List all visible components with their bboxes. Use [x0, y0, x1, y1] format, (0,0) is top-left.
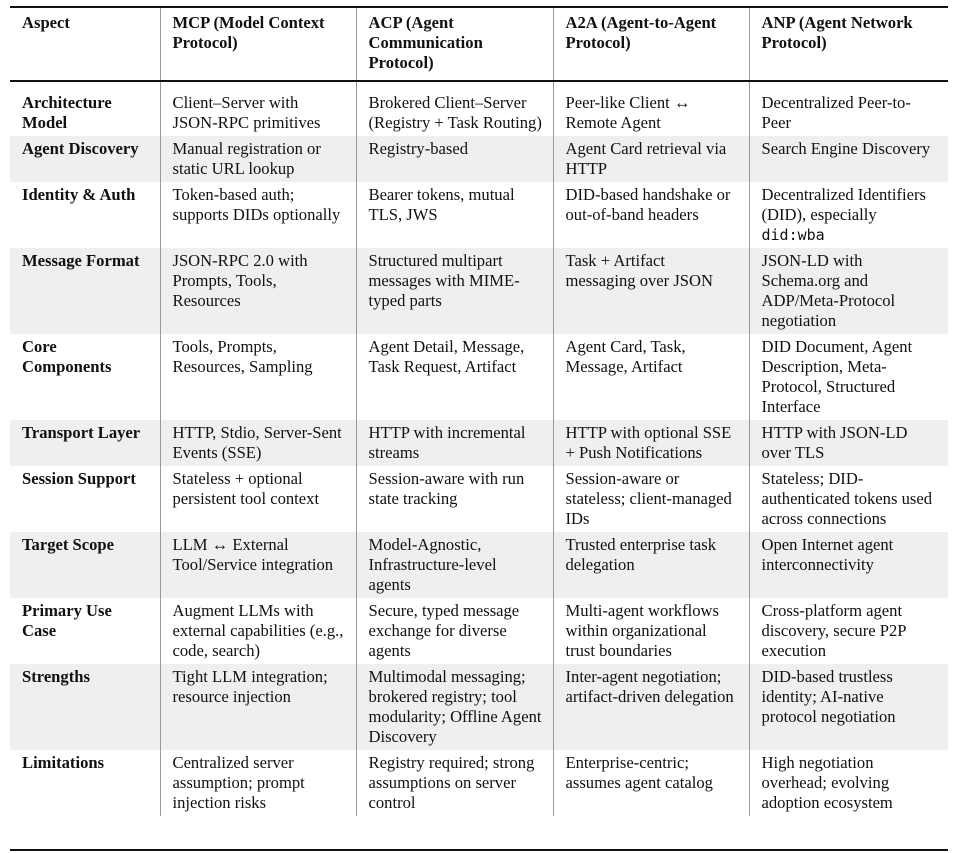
- acp-cell: HTTP with incremental streams: [356, 420, 553, 466]
- aspect-cell: Primary Use Case: [22, 601, 112, 640]
- table-row: [10, 532, 948, 598]
- anp-cell: [749, 182, 948, 248]
- anp-cell-text: Decentralized Identifiers (DID), especially: [761, 185, 926, 224]
- header-a2a: A2A (Agent-to-Agent Protocol): [553, 8, 749, 81]
- mcp-cell: Tools, Prompts, Resources, Sampling: [160, 334, 356, 420]
- aspect-cell: Identity & Auth: [22, 185, 136, 204]
- a2a-cell: Enterprise-centric; assumes agent catalog: [553, 750, 749, 816]
- mcp-cell: Augment LLMs with external capabilities (e.g., code, search): [160, 598, 356, 664]
- anp-cell: Search Engine Discovery: [749, 136, 948, 182]
- table-bottom-rule: [10, 849, 948, 851]
- aspect-cell: Target Scope: [10, 532, 160, 598]
- a2a-cell: Trusted enterprise task delegation: [553, 532, 749, 598]
- a2a-cell: Peer-like Client ↔ Remote Agent: [553, 90, 749, 136]
- anp-cell: DID Document, Agent Description, Meta-Protocol, Structured Interface: [749, 334, 948, 420]
- anp-cell: DID-based trustless identity; AI-native protocol negotiation: [749, 664, 948, 750]
- a2a-cell: Inter-agent negotiation; artifact-driven delegation: [553, 664, 749, 750]
- anp-cell: Open Internet agent interconnectivity: [749, 532, 948, 598]
- mcp-cell: Stateless + optional persistent tool context: [160, 466, 356, 532]
- table-row: [10, 334, 948, 420]
- anp-cell: Cross-platform agent discovery, secure P2P execution: [749, 598, 948, 664]
- mcp-cell: Centralized server assumption; prompt injection risks: [160, 750, 356, 816]
- table-row: [10, 466, 948, 532]
- mcp-cell: Client–Server with JSON-RPC primitives: [160, 90, 356, 136]
- aspect-cell: Message Format: [10, 248, 160, 334]
- anp-cell: Stateless; DID-authenticated tokens used across connections: [749, 466, 948, 532]
- table-row: [10, 136, 948, 182]
- mcp-cell: Tight LLM integration; resource injection: [160, 664, 356, 750]
- table-row: [10, 750, 948, 816]
- aspect-cell: Transport Layer: [10, 420, 160, 466]
- mcp-cell: JSON-RPC 2.0 with Prompts, Tools, Resources: [160, 248, 356, 334]
- header-acp: ACP (Agent Communication Protocol): [356, 8, 553, 81]
- mcp-cell: Token-based auth; supports DIDs optionally: [160, 182, 356, 248]
- aspect-cell: Core Components: [22, 337, 112, 376]
- a2a-cell: HTTP with optional SSE + Push Notifications: [553, 420, 749, 466]
- aspect-cell: Session Support: [22, 469, 136, 488]
- aspect-cell: Strengths: [10, 664, 160, 750]
- header-mcp: MCP (Model Context Protocol): [160, 8, 356, 81]
- table-row: [10, 90, 948, 136]
- did-wba-code: did:wba: [761, 226, 825, 244]
- table-row: [10, 182, 948, 248]
- acp-cell: Multimodal messaging; brokered registry; tool modularity; Offline Agent Discovery: [356, 664, 553, 750]
- acp-cell: Registry-based: [356, 136, 553, 182]
- aspect-cell: Agent Discovery: [10, 136, 160, 182]
- acp-cell: Registry required; strong assumptions on server control: [356, 750, 553, 816]
- table-header-row: [10, 8, 948, 81]
- mcp-cell: Manual registration or static URL lookup: [160, 136, 356, 182]
- mcp-cell: LLM ↔ External Tool/Service integration: [160, 532, 356, 598]
- header-gap: [10, 81, 948, 90]
- table-row: [10, 248, 948, 334]
- a2a-cell: Agent Card, Task, Message, Artifact: [553, 334, 749, 420]
- acp-cell: Bearer tokens, mutual TLS, JWS: [356, 182, 553, 248]
- acp-cell: Session-aware with run state tracking: [356, 466, 553, 532]
- acp-cell: Structured multipart messages with MIME-typed parts: [356, 248, 553, 334]
- acp-cell: Brokered Client–Server (Registry + Task Routing): [356, 90, 553, 136]
- anp-cell: JSON-LD with Schema.org and ADP/Meta-Protocol negotiation: [749, 248, 948, 334]
- table-row: [10, 598, 948, 664]
- aspect-cell: Architecture Model: [22, 93, 112, 132]
- header-anp: ANP (Agent Network Protocol): [749, 8, 948, 81]
- anp-cell: High negotiation overhead; evolving adoption ecosystem: [749, 750, 948, 816]
- protocol-comparison-table: [10, 8, 948, 816]
- table-row: [10, 664, 948, 750]
- anp-cell: HTTP with JSON-LD over TLS: [749, 420, 948, 466]
- table-row: [10, 420, 948, 466]
- a2a-cell: Session-aware or stateless; client-managed IDs: [553, 466, 749, 532]
- acp-cell: Model-Agnostic, Infrastructure-level agents: [356, 532, 553, 598]
- anp-cell: Decentralized Peer-to-Peer: [749, 90, 948, 136]
- header-aspect: Aspect: [10, 8, 160, 81]
- a2a-cell: Task + Artifact messaging over JSON: [553, 248, 749, 334]
- acp-cell: Secure, typed message exchange for diverse agents: [356, 598, 553, 664]
- a2a-cell: Agent Card retrieval via HTTP: [553, 136, 749, 182]
- a2a-cell: DID-based handshake or out-of-band headers: [553, 182, 749, 248]
- aspect-cell: Limitations: [22, 753, 105, 772]
- a2a-cell: Multi-agent workflows within organizational trust boundaries: [553, 598, 749, 664]
- acp-cell: Agent Detail, Message, Task Request, Artifact: [356, 334, 553, 420]
- mcp-cell: HTTP, Stdio, Server-Sent Events (SSE): [160, 420, 356, 466]
